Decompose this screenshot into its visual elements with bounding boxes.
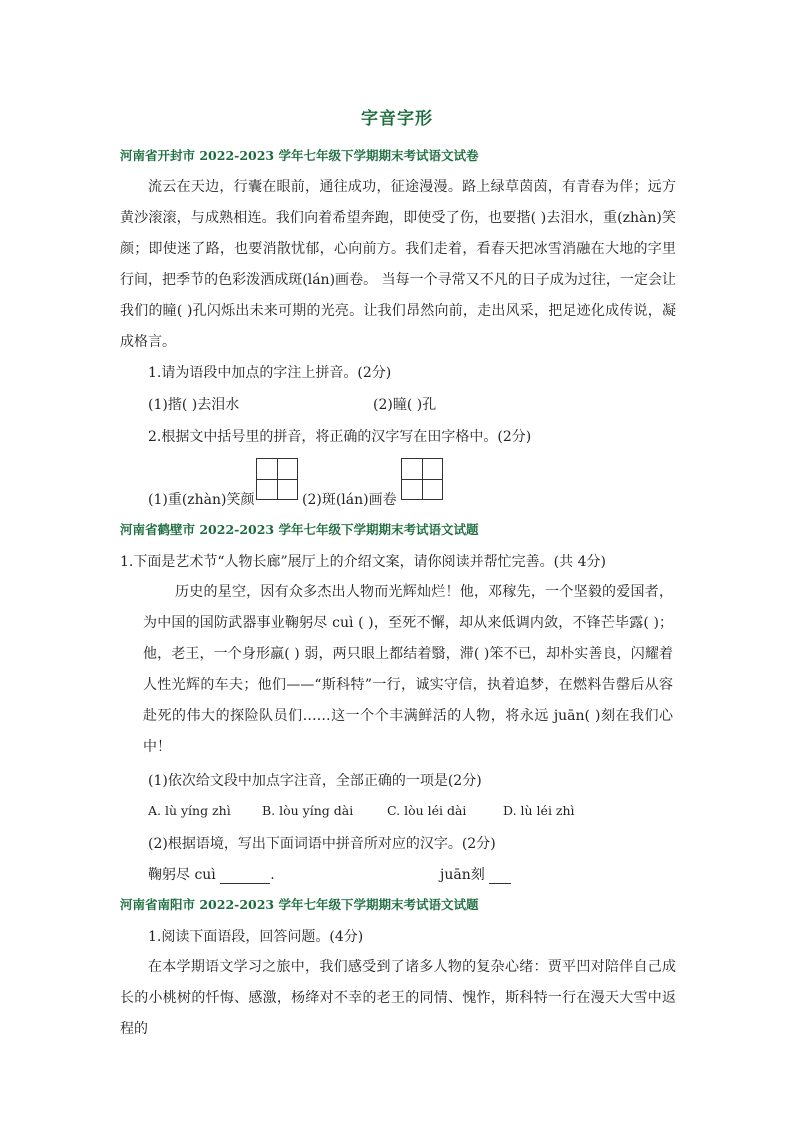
fill-in-cui-period: .: [270, 867, 275, 883]
tianzi-grid-2[interactable]: [401, 458, 443, 500]
passage-nanyang: 在本学期语文学习之旅中，我们感受到了诸多人物的复杂心绪：贾平凹对陪伴自己成长的小桃树的忏悔、感激，杨绛对不幸的老王的同情、愧怍，斯科特一行在漫天大雪中返程的: [120, 959, 676, 1037]
question-2b: (2)斑(lán)画卷: [302, 492, 397, 508]
option-c[interactable]: C. lòu léi dài: [387, 803, 467, 818]
passage-hebi: 历史的星空，因有众多杰出人物而光辉灿烂！他，邓稼先，一个坚毅的爱国者，为中国的国防武器事业鞠躬尽 cuì ( )，至死不懈，却从来低调内敛，不锋芒毕露( )；他，老王，一个身形羸( ) 弱，两只眼上都结着翳，滞( )笨不已，却朴实善良，闪耀着人性光辉的车夫；他们——“斯科特”一行，诚实守信，执着追梦，在燃料告罄后从容赴死的伟大的探险队员们……这一个个丰满鲜活的人物，将永远 juān( )刻在我们心中！: [143, 584, 673, 755]
question-1-kaifeng: 1.请为语段中加点的字注上拼音。(2分): [148, 365, 392, 381]
option-d[interactable]: D. lù léi zhì: [503, 803, 575, 818]
option-a[interactable]: A. lù yíng zhì: [148, 803, 231, 818]
fill-in-cui: [148, 864, 275, 884]
question-2-kaifeng: 2.根据文中括号里的拼音，将正确的汉字写在田字格中。(2分): [148, 429, 532, 445]
question-1b: (2)瞳( )孔: [373, 397, 437, 413]
tianzi-grid-1[interactable]: [256, 458, 298, 500]
sub-question-2: (2)根据语境，写出下面词语中拼音所对应的汉字。(2分): [148, 836, 496, 852]
passage-kaifeng: 流云在天边，行囊在眼前，通往成功，征途漫漫。路上绿草茵茵，有青春为伴；远方黄沙滚滚，与成熟相连。我们向着希望奔跑，即使受了伤，也要揩( )去泪水，重(zhàn)笑颜；即使迷了路，也要消散忧郁，心向前方。我们走着，看春天把冰雪消融在大地的字里行间，把季节的色彩泼洒成斑(lán)画卷。 当每一个寻常又不凡的日子成为过往，一定会让我们的瞳( )孔闪烁出未来可期的光亮。让我们昂然向前，走出风采，把足迹化成传说，凝成格言。: [120, 179, 676, 350]
question-1-hebi: 1.下面是艺术节“人物长廊”展厅上的介绍文案，请你阅读并帮忙完善。(共 4分): [120, 554, 606, 570]
section-heading-nanyang: 河南省南阳市 2022-2023 学年七年级下学期期末考试语文试题: [120, 897, 479, 912]
sub-question-1: (1)依次给文段中加点字注音，全部正确的一项是(2分): [148, 773, 482, 789]
answer-blank-juan[interactable]: [489, 867, 511, 884]
page-title: 字音字形: [361, 109, 433, 129]
section-heading-kaifeng: 河南省开封市 2022-2023 学年七年级下学期期末考试语文试卷: [120, 148, 479, 163]
fill-in-juan: [440, 864, 511, 884]
question-1a: (1)揩( )去泪水: [148, 397, 240, 413]
fill-in-juan-label: juān刻: [440, 867, 485, 883]
option-b[interactable]: B. lòu yíng dài: [262, 803, 354, 818]
answer-blank-cui[interactable]: [220, 867, 270, 884]
question-2a: (1)重(zhàn)笑颜: [148, 492, 255, 508]
fill-in-cui-label: 鞠躬尽 cuì: [148, 867, 216, 883]
section-heading-hebi: 河南省鹤壁市 2022-2023 学年七年级下学期期末考试语文试题: [120, 522, 479, 537]
question-1-nanyang: 1.阅读下面语段，回答问题。(4分): [148, 929, 364, 945]
